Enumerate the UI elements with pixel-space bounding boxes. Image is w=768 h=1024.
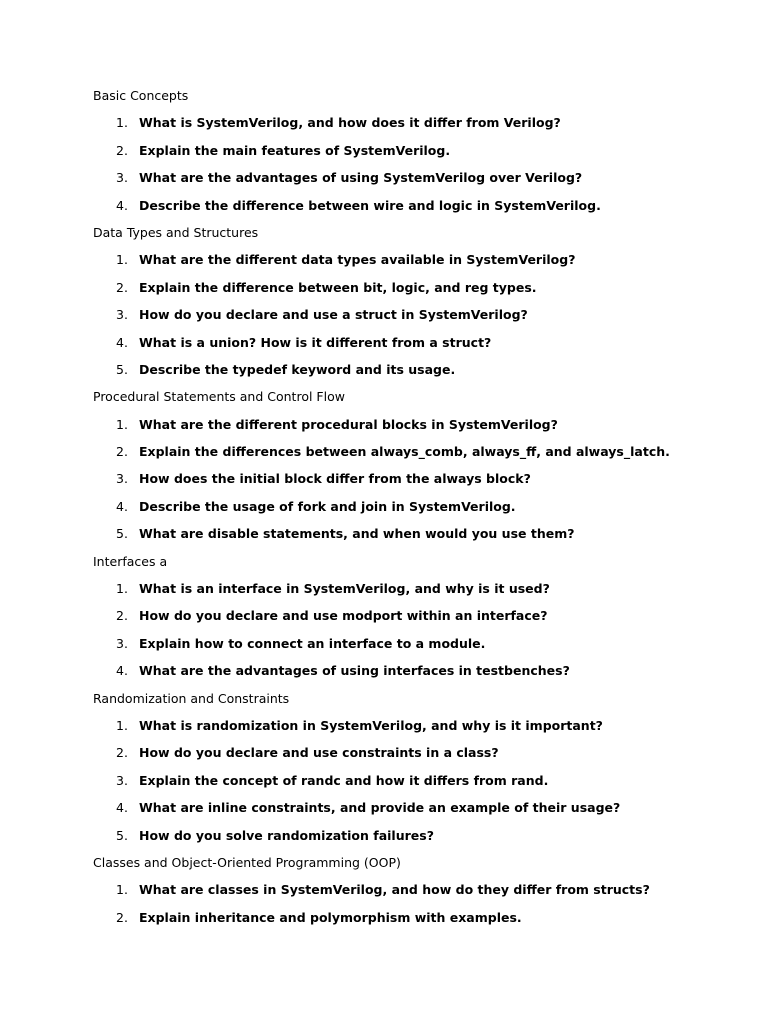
list-item-text: What are the different data types available in SystemVerilog? (139, 252, 576, 268)
list-item-text: What is SystemVerilog, and how does it differ from Verilog? (139, 115, 561, 131)
list-item (93, 524, 733, 543)
list-item-number: 3. (116, 471, 128, 487)
list-item-text: Explain the differences between always_comb, always_ff, and always_latch. (139, 444, 670, 460)
list-item-text: Explain the main features of SystemVerilog. (139, 142, 451, 158)
list-item (93, 305, 733, 324)
list-item-number: 1. (116, 882, 128, 898)
list-item-number: 3. (116, 635, 128, 651)
question-list (93, 579, 733, 680)
list-item (93, 469, 733, 488)
list-item-text: How does the initial block differ from the always block? (139, 471, 531, 487)
list-item (93, 113, 733, 132)
list-item-number: 5. (116, 827, 128, 843)
list-item (93, 333, 733, 352)
list-item (93, 606, 733, 625)
list-item (93, 196, 733, 215)
list-item-text: How do you solve randomization failures? (139, 827, 434, 843)
list-item-number: 3. (116, 170, 128, 186)
list-item-text: What are disable statements, and when would you use them? (139, 526, 575, 542)
list-item-number: 4. (116, 800, 128, 816)
list-item (93, 415, 733, 434)
list-item-text: What is a union? How is it different from a struct? (139, 334, 492, 350)
section-heading: Classes and Object-Oriented Programming (OOP) (93, 854, 401, 870)
list-item (93, 579, 733, 598)
list-item (93, 771, 733, 790)
list-item-text: What are the advantages of using interfaces in testbenches? (139, 663, 570, 679)
list-item-text: Explain inheritance and polymorphism with examples. (139, 909, 522, 925)
list-item-text: What are classes in SystemVerilog, and how do they differ from structs? (139, 882, 650, 898)
list-item-text: What are the different procedural blocks in SystemVerilog? (139, 416, 558, 432)
section-heading: Data Types and Structures (93, 224, 259, 240)
list-item-text: What is randomization in SystemVerilog, and why is it important? (139, 717, 603, 733)
list-item (93, 278, 733, 297)
list-item-number: 2. (116, 608, 128, 624)
list-item (93, 250, 733, 269)
question-list (93, 113, 733, 214)
list-item (93, 880, 733, 899)
list-item-text: What is an interface in SystemVerilog, and why is it used? (139, 581, 550, 597)
list-item-number: 4. (116, 334, 128, 350)
list-item-number: 1. (116, 581, 128, 597)
list-item (93, 497, 733, 516)
list-item (93, 798, 733, 817)
question-list (93, 880, 733, 926)
list-item-number: 4. (116, 663, 128, 679)
list-item-text: Describe the typedef keyword and its usage. (139, 361, 456, 377)
question-list (93, 415, 733, 544)
list-item (93, 743, 733, 762)
question-list (93, 716, 733, 845)
list-item (93, 716, 733, 735)
list-item (93, 360, 733, 379)
list-item-number: 2. (116, 909, 128, 925)
list-item-number: 2. (116, 279, 128, 295)
section-heading: Basic Concepts (93, 88, 189, 103)
list-item (93, 826, 733, 845)
list-item-number: 5. (116, 361, 128, 377)
list-item-number: 1. (116, 416, 128, 432)
list-item-text: Explain the concept of randc and how it differs from rand. (139, 772, 549, 788)
list-item-text: Explain the difference between bit, logic, and reg types. (139, 279, 537, 295)
list-item-text: What are inline constraints, and provide an example of their usage? (139, 800, 621, 816)
section-heading: Randomization and Constraints (93, 690, 290, 706)
list-item-text: Explain how to connect an interface to a module. (139, 635, 486, 651)
list-item (93, 634, 733, 653)
list-item-number: 4. (116, 498, 128, 514)
list-item-text: How do you declare and use modport within an interface? (139, 608, 548, 624)
list-item-number: 1. (116, 717, 128, 733)
document-body (93, 86, 733, 935)
list-item-number: 1. (116, 115, 128, 131)
list-item-text: Describe the difference between wire and logic in SystemVerilog. (139, 197, 601, 213)
list-item-number: 3. (116, 307, 128, 323)
list-item-number: 4. (116, 197, 128, 213)
list-item-text: What are the advantages of using SystemVerilog over Verilog? (139, 170, 583, 186)
list-item-text: How do you declare and use constraints in a class? (139, 745, 499, 761)
list-item-number: 1. (116, 252, 128, 268)
list-item (93, 661, 733, 680)
list-item-number: 2. (116, 745, 128, 761)
list-item-number: 2. (116, 444, 128, 460)
list-item (93, 141, 733, 160)
list-item-number: 3. (116, 772, 128, 788)
list-item-number: 5. (116, 526, 128, 542)
list-item-number: 2. (116, 142, 128, 158)
list-item-text: Describe the usage of fork and join in SystemVerilog. (139, 498, 516, 514)
list-item (93, 908, 733, 927)
question-list (93, 250, 733, 379)
list-item (93, 442, 733, 461)
section-heading: Procedural Statements and Control Flow (93, 389, 345, 405)
section-heading: Interfaces a (93, 553, 168, 569)
list-item-text: How do you declare and use a struct in SystemVerilog? (139, 307, 528, 323)
list-item (93, 168, 733, 187)
